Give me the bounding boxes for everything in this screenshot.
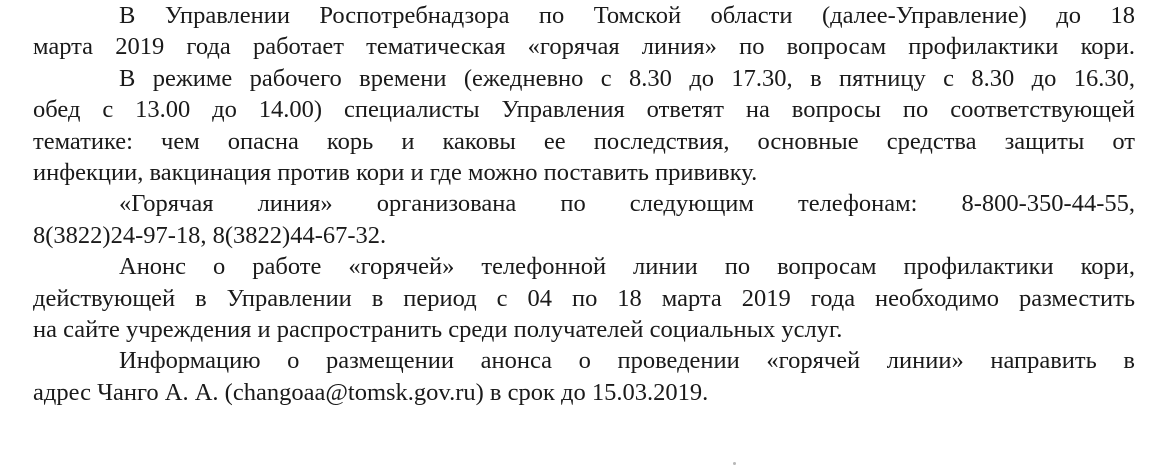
- paragraph-working-hours: [33, 63, 1135, 189]
- text-line: адрес Чанго А. А. (changoaa@tomsk.gov.ru) в срок до 15.03.2019.: [33, 378, 709, 406]
- text-line: действующей в Управлении в период с 04 по 18 марта 2019 года необходимо разместить: [33, 284, 1135, 312]
- text-line: тематике: чем опасна корь и каковы ее последствия, основные средства защиты от: [33, 127, 1135, 155]
- paragraph-announcement: [33, 251, 1135, 345]
- text-line: 8(3822)24-97-18, 8(3822)44-67-32.: [33, 221, 387, 249]
- paragraph-phone-numbers: [33, 188, 1135, 251]
- text-line: Анонс о работе «горячей» телефонной линии по вопросам профилактики кори,: [119, 253, 1135, 281]
- text-line: В режиме рабочего времени (ежедневно с 8.30 до 17.30, в пятницу с 8.30 до 16.30,: [119, 64, 1135, 92]
- paragraph-hotline-intro: [33, 0, 1135, 63]
- text-line: на сайте учреждения и распространить среди получателей социальных услуг.: [33, 316, 843, 344]
- text-line: Информацию о размещении анонса о проведении «горячей линии» направить в: [119, 347, 1135, 375]
- text-line: обед с 13.00 до 14.00) специалисты Управления ответят на вопросы по соответствующей: [33, 96, 1135, 124]
- paragraph-report-instruction: [33, 345, 1135, 408]
- text-line: «Горячая линия» организована по следующим телефонам: 8-800-350-44-55,: [119, 190, 1135, 218]
- document-body: [33, 0, 1135, 408]
- text-line: инфекции, вакцинация против кори и где можно поставить прививку.: [33, 159, 758, 187]
- text-line: В Управлении Роспотребнадзора по Томской области (далее-Управление) до 18: [119, 2, 1135, 29]
- text-line: марта 2019 года работает тематическая «горячая линия» по вопросам профилактики кори.: [33, 33, 1135, 61]
- scan-speck: [733, 462, 736, 465]
